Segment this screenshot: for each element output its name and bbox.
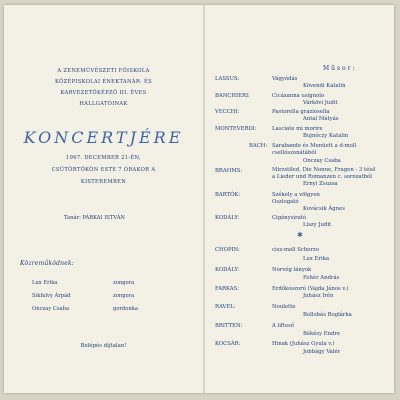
collaborator-instrument: zongora (113, 280, 135, 286)
program-title: A lifteső (272, 323, 295, 329)
program-performer: Jobbágy Valér (303, 349, 341, 355)
collaborator-instrument: gordonka (113, 306, 138, 312)
program-performer: Bujnóczy Katalin (303, 133, 349, 139)
intermission-star-icon: ✱ (297, 231, 303, 239)
program-performer: Onczay Csaba (303, 158, 341, 164)
program-performer: Liszy Judit (303, 222, 332, 228)
program-title-cont: Oszlogató (272, 199, 299, 205)
program-title: Sarabande és Menüett a d-moll (272, 143, 357, 149)
program-performer: Kövendi Katalin (303, 83, 346, 89)
event-date: 1967. DECEMBER 21-ÉN, (66, 155, 141, 161)
program-performer: Bollobás Boglárka (303, 312, 352, 318)
program-title: Erdőkoszorú (Vajda János v.) (272, 286, 349, 292)
program-title-cont: a Lieder und Romanzen c. sorozatból (272, 174, 372, 180)
program-composer: KODÁLY: (215, 215, 240, 221)
collaborator-name: Onczay Csaba (32, 306, 70, 312)
program-title: Székely a völgyen (272, 192, 320, 198)
intro-line: A ZENEMŰVÉSZETI FŐISKOLA (57, 68, 150, 74)
event-venue: KISTEREMBEN (80, 179, 127, 185)
program-composer: KODÁLY: (215, 267, 240, 273)
program-performer: Ernyi Zsuzsa (303, 181, 338, 187)
concert-title: KONCERTJÉRE (23, 128, 184, 147)
program-performer: Lux Erika (303, 256, 330, 262)
program-title: Noulette (272, 304, 296, 310)
program-composer: MONTEVERDI: (215, 126, 257, 132)
concert-program-sheet (4, 5, 394, 393)
program-composer: BANCHIERI: (215, 93, 250, 99)
collaborator-row (32, 306, 192, 314)
program-performer: Fehér András (303, 275, 340, 281)
program-title: Mirzstiled, Die Nonne, Fragen - 3 téisl (272, 167, 376, 173)
collaborator-name: Lux Erika (32, 280, 58, 286)
event-time: CSÜTÖRTÖKÖN ESTE 7 ÓRAKOR A (51, 167, 156, 173)
program-title: Lasciate mi morire (272, 126, 323, 132)
teacher-line: Tanár: PÁRKAI ISTVÁN (64, 215, 125, 221)
program-title: Pastorella graziosella (272, 109, 330, 115)
left-panel (4, 5, 203, 393)
program-performer: Békésy Endre (303, 331, 341, 337)
program-composer: FARKAS: (215, 286, 240, 292)
program-performer: Antal Mátyás (303, 116, 339, 122)
program-performer: Juhász Irén (303, 293, 334, 299)
program-title: Cicázanna usignolo (272, 93, 325, 99)
collaborator-name: Sikfalvy Árpád (32, 293, 71, 299)
intro-line: HALLGATÓINAK (79, 101, 128, 107)
program-composer: CHOPIN: (215, 247, 240, 253)
program-title: Norvég lányok (272, 267, 312, 273)
collaborators-heading: Közreműködnek: (20, 260, 75, 267)
right-panel (205, 5, 394, 393)
program-title: Cigánysirató (272, 215, 307, 221)
intro-line: KARVEZETŐKÉPZŐ III. ÉVES (60, 90, 147, 96)
program-composer: RAVEL: (215, 304, 236, 310)
intro-line: KÖZÉPISKOLAI ÉNEKTANÁR- ÉS (55, 79, 152, 85)
program-title-cont: csellószonátából (272, 150, 317, 156)
program-composer: LASSUS: (215, 76, 240, 82)
program-title: Hinak (Juhász Gyula v.) (272, 341, 335, 347)
collaborator-row (32, 293, 192, 301)
collaborator-row (32, 280, 192, 288)
program-title: Vágyódás (272, 76, 298, 82)
program-composer: KOCSÁR: (215, 341, 241, 347)
program-performer: Várkövi Judit (303, 100, 338, 106)
program-composer: BRAHMS: (215, 168, 243, 174)
program-heading: Műsor: (323, 65, 357, 72)
program-performer: Kovácsik Ágnes (303, 206, 345, 212)
collaborator-instrument: zongora (113, 293, 135, 299)
program-title: cisz-moll Scherzo (272, 247, 319, 253)
program-composer: BACH: (249, 143, 268, 149)
program-composer: VECCHI: (215, 109, 240, 115)
program-composer: BRITTEN: (215, 323, 243, 329)
program-composer: BARTÓK: (215, 192, 241, 198)
entry-note: Belépés díjtalan! (80, 343, 127, 349)
